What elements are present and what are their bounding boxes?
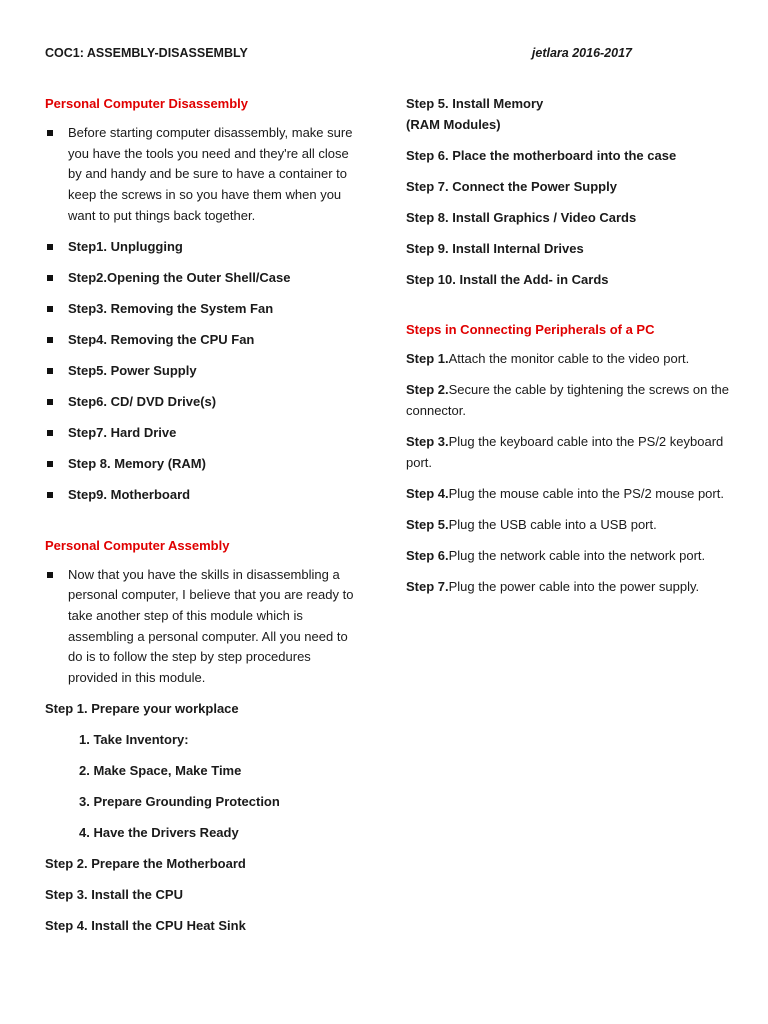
- document-header-title: COC1: ASSEMBLY-DISASSEMBLY: [45, 46, 248, 60]
- assembly-step: Step 5. Install Memory: [406, 96, 544, 111]
- left-column: [45, 94, 363, 947]
- bullet-icon: [47, 399, 53, 405]
- peripheral-step: Step 1.Attach the monitor cable to the video port.: [406, 351, 690, 367]
- bullet-icon: [47, 275, 53, 281]
- assembly-step-continued: (RAM Modules): [406, 116, 501, 132]
- right-column: [406, 94, 732, 608]
- bullet-icon: [47, 430, 53, 436]
- assembly-step: Step 2. Prepare the Motherboard: [45, 856, 246, 872]
- bullet-icon: [47, 130, 53, 136]
- assembly-step: Step 9. Install Internal Drives: [406, 240, 584, 256]
- disassembly-step: Step3. Removing the System Fan: [45, 299, 363, 320]
- peripheral-step: Step 3.Plug the keyboard cable into the PS/2 keyboard port.: [406, 434, 724, 470]
- peripheral-step: Step 4.Plug the mouse cable into the PS/2 mouse port.: [406, 485, 724, 501]
- disassembly-intro: Before starting computer disassembly, make sure you have the tools you need and they're all close by and handy and be sure to have a container to keep the screws in so you have them when you want to put things back together.: [45, 123, 363, 227]
- disassembly-step: Step9. Motherboard: [45, 485, 363, 506]
- disassembly-heading: Personal Computer Disassembly: [45, 96, 249, 111]
- assembly-intro: Now that you have the skills in disassembling a personal computer, I believe that you are ready to take another step of this module which is assembling a personal computer. All you need to do is to follow the step by step procedures provided in this module.: [45, 565, 363, 689]
- assembly-substep: 1. Take Inventory:: [79, 732, 189, 748]
- peripheral-step: Step 5.Plug the USB cable into a USB port.: [406, 516, 657, 532]
- assembly-step: Step 10. Install the Add- in Cards: [406, 271, 609, 287]
- bullet-icon: [47, 492, 53, 498]
- disassembly-step: Step6. CD/ DVD Drive(s): [45, 392, 363, 413]
- disassembly-step: Step4. Removing the CPU Fan: [45, 330, 363, 351]
- disassembly-step: Step7. Hard Drive: [45, 423, 363, 444]
- assembly-substep: 3. Prepare Grounding Protection: [79, 794, 280, 810]
- peripheral-step: Step 6.Plug the network cable into the network port.: [406, 547, 706, 563]
- disassembly-step: Step5. Power Supply: [45, 361, 363, 382]
- peripheral-step: Step 2.Secure the cable by tightening the screws on the connector.: [406, 382, 730, 419]
- assembly-step: Step 1. Prepare your workplace: [45, 701, 239, 717]
- peripherals-heading: Steps in Connecting Peripherals of a PC: [406, 322, 655, 338]
- disassembly-step: Step2.Opening the Outer Shell/Case: [45, 268, 363, 289]
- assembly-step: Step 7. Connect the Power Supply: [406, 178, 617, 194]
- bullet-icon: [47, 244, 53, 250]
- document-header-author: jetlara 2016-2017: [531, 46, 632, 60]
- bullet-icon: [47, 306, 53, 312]
- disassembly-step: Step 8. Memory (RAM): [45, 454, 363, 475]
- assembly-step: Step 8. Install Graphics / Video Cards: [406, 209, 637, 225]
- assembly-substep: 4. Have the Drivers Ready: [79, 825, 239, 841]
- assembly-step: Step 3. Install the CPU: [45, 887, 183, 903]
- assembly-step: Step 4. Install the CPU Heat Sink: [45, 918, 246, 934]
- assembly-step: Step 6. Place the motherboard into the case: [406, 147, 677, 163]
- bullet-icon: [47, 572, 53, 578]
- assembly-substep: 2. Make Space, Make Time: [79, 763, 242, 779]
- disassembly-step: Step1. Unplugging: [45, 237, 363, 258]
- bullet-icon: [47, 368, 53, 374]
- assembly-heading: Personal Computer Assembly: [45, 537, 230, 553]
- bullet-icon: [47, 461, 53, 467]
- peripheral-step: Step 7.Plug the power cable into the power supply.: [406, 578, 700, 594]
- bullet-icon: [47, 337, 53, 343]
